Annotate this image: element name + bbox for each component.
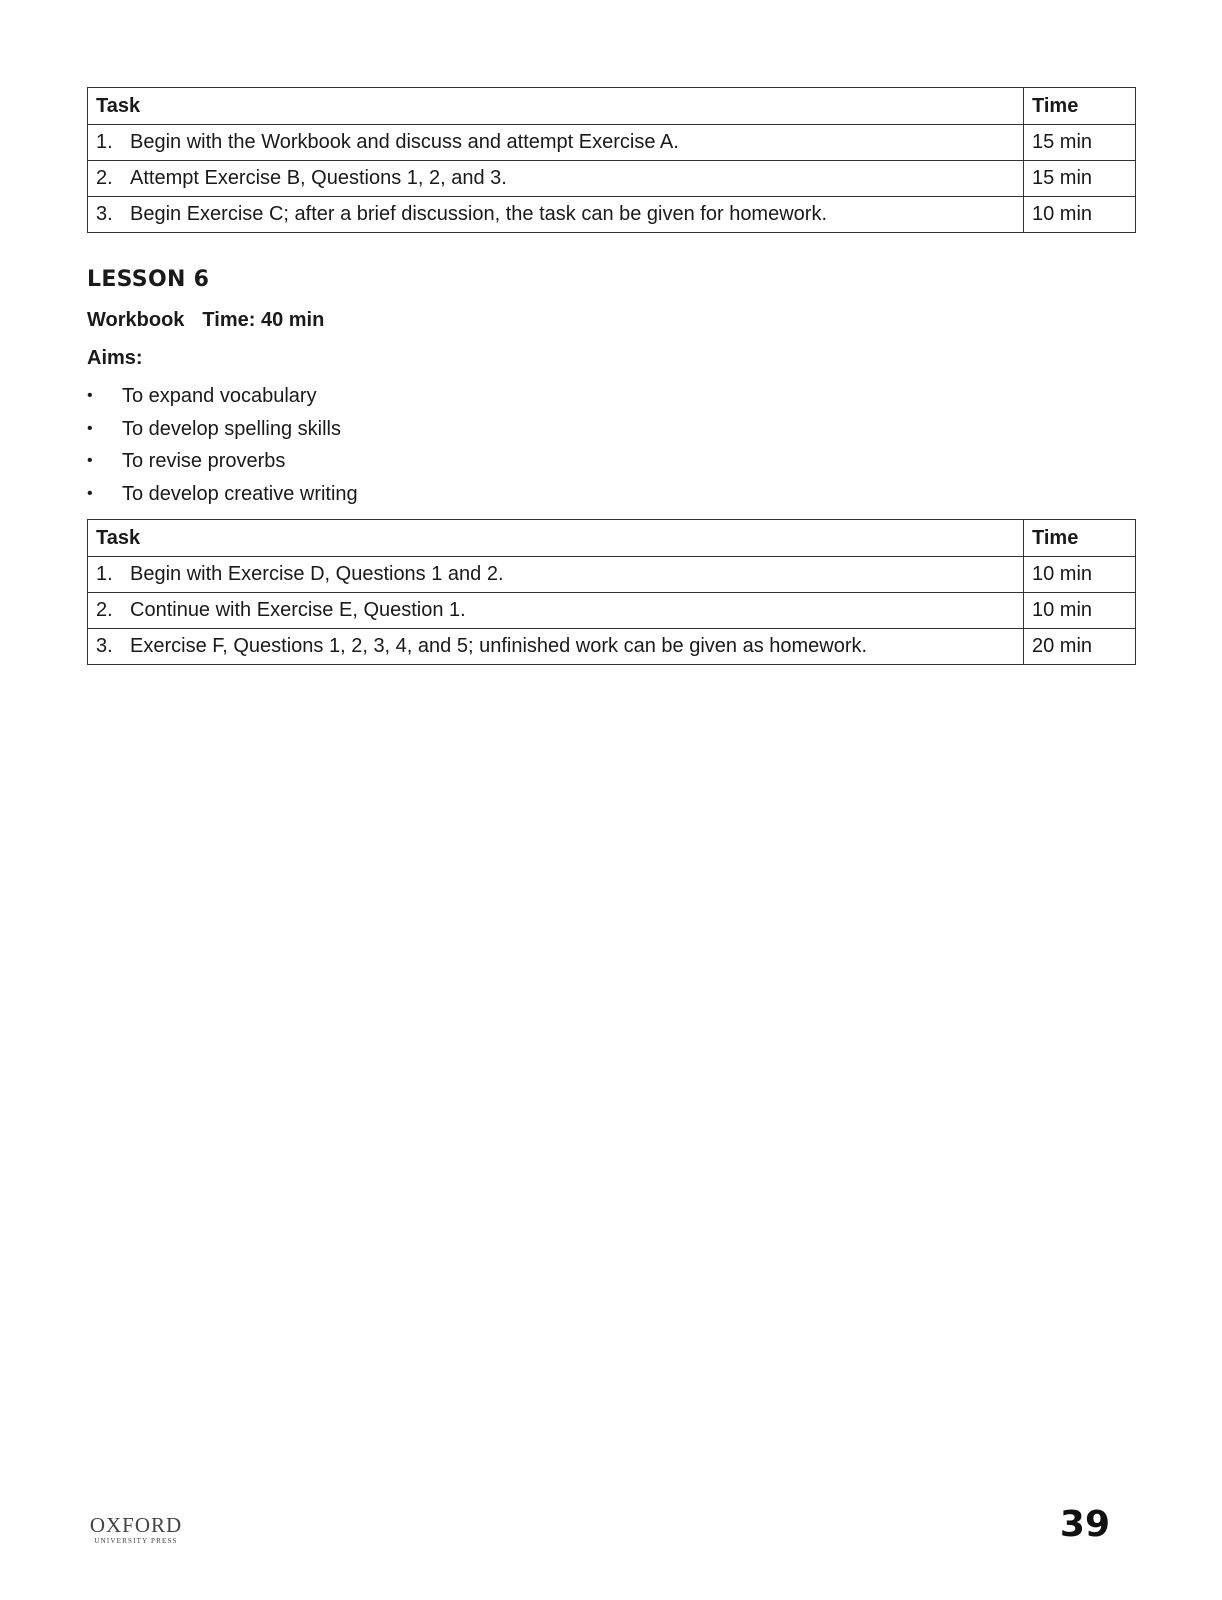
time-cell: 10 min — [1024, 197, 1136, 233]
page-number: 39 — [1059, 1504, 1110, 1545]
table-row — [88, 629, 1136, 665]
list-item — [87, 383, 1135, 416]
publisher-name: OXFORD — [89, 1513, 183, 1537]
publisher-subtitle: UNIVERSITY PRESS — [94, 1537, 178, 1545]
task-text: Attempt Exercise B, Questions 1, 2, and 3. — [130, 167, 507, 189]
lesson-source: Workbook — [87, 309, 185, 331]
table-row — [88, 593, 1136, 629]
time-cell: 15 min — [1024, 161, 1136, 197]
table-row — [88, 557, 1136, 593]
lesson-time: Time: 40 min — [202, 309, 325, 331]
table-row — [88, 161, 1136, 197]
task-cell — [88, 593, 1024, 629]
task-text: Begin Exercise C; after a brief discussion, the task can be given for homework. — [130, 203, 828, 225]
time-column-header: Time — [1024, 520, 1136, 557]
time-cell: 15 min — [1024, 125, 1136, 161]
time-cell: 20 min — [1024, 629, 1136, 665]
task-text: Begin with Exercise D, Questions 1 and 2. — [130, 563, 504, 585]
table-row — [88, 197, 1136, 233]
task-number: 1. — [96, 563, 113, 585]
task-table-1 — [87, 87, 1136, 233]
aim-text: To expand vocabulary — [122, 385, 317, 407]
aims-list — [87, 383, 1135, 513]
task-number: 3. — [96, 203, 113, 225]
task-number: 2. — [96, 599, 113, 621]
task-table-2 — [87, 519, 1136, 665]
lesson-heading: LESSON 6 — [87, 267, 210, 292]
task-text: Continue with Exercise E, Question 1. — [130, 599, 466, 621]
list-item — [87, 416, 1135, 449]
lesson-meta — [87, 309, 1135, 335]
list-item — [87, 481, 1135, 514]
task-cell — [88, 197, 1024, 233]
task-column-header: Task — [88, 88, 1024, 125]
task-cell — [88, 161, 1024, 197]
time-cell: 10 min — [1024, 593, 1136, 629]
aim-text: To develop creative writing — [122, 482, 358, 505]
task-number: 3. — [96, 635, 113, 657]
table-header-row — [88, 88, 1136, 125]
publisher-logo — [86, 1514, 186, 1546]
aim-text: To develop spelling skills — [122, 417, 342, 440]
task-cell — [88, 557, 1024, 593]
task-cell — [88, 629, 1024, 665]
time-cell: 10 min — [1024, 557, 1136, 593]
task-column-header: Task — [88, 520, 1024, 557]
bullet-icon: • — [87, 452, 93, 469]
list-item — [87, 448, 1135, 481]
task-number: 2. — [96, 167, 113, 189]
bullet-icon: • — [87, 419, 93, 437]
bullet-icon: • — [87, 484, 93, 502]
aims-label: Aims: — [87, 347, 143, 369]
table-row — [88, 125, 1136, 161]
task-cell — [88, 125, 1024, 161]
time-column-header: Time — [1024, 88, 1136, 125]
bullet-icon: • — [87, 387, 93, 404]
task-text: Begin with the Workbook and discuss and attempt Exercise A. — [130, 131, 679, 153]
task-number: 1. — [96, 131, 113, 153]
table-header-row — [88, 520, 1136, 557]
aim-text: To revise proverbs — [122, 450, 286, 472]
task-text: Exercise F, Questions 1, 2, 3, 4, and 5; unfinished work can be given as homework. — [130, 635, 868, 657]
page-content — [87, 87, 1135, 665]
